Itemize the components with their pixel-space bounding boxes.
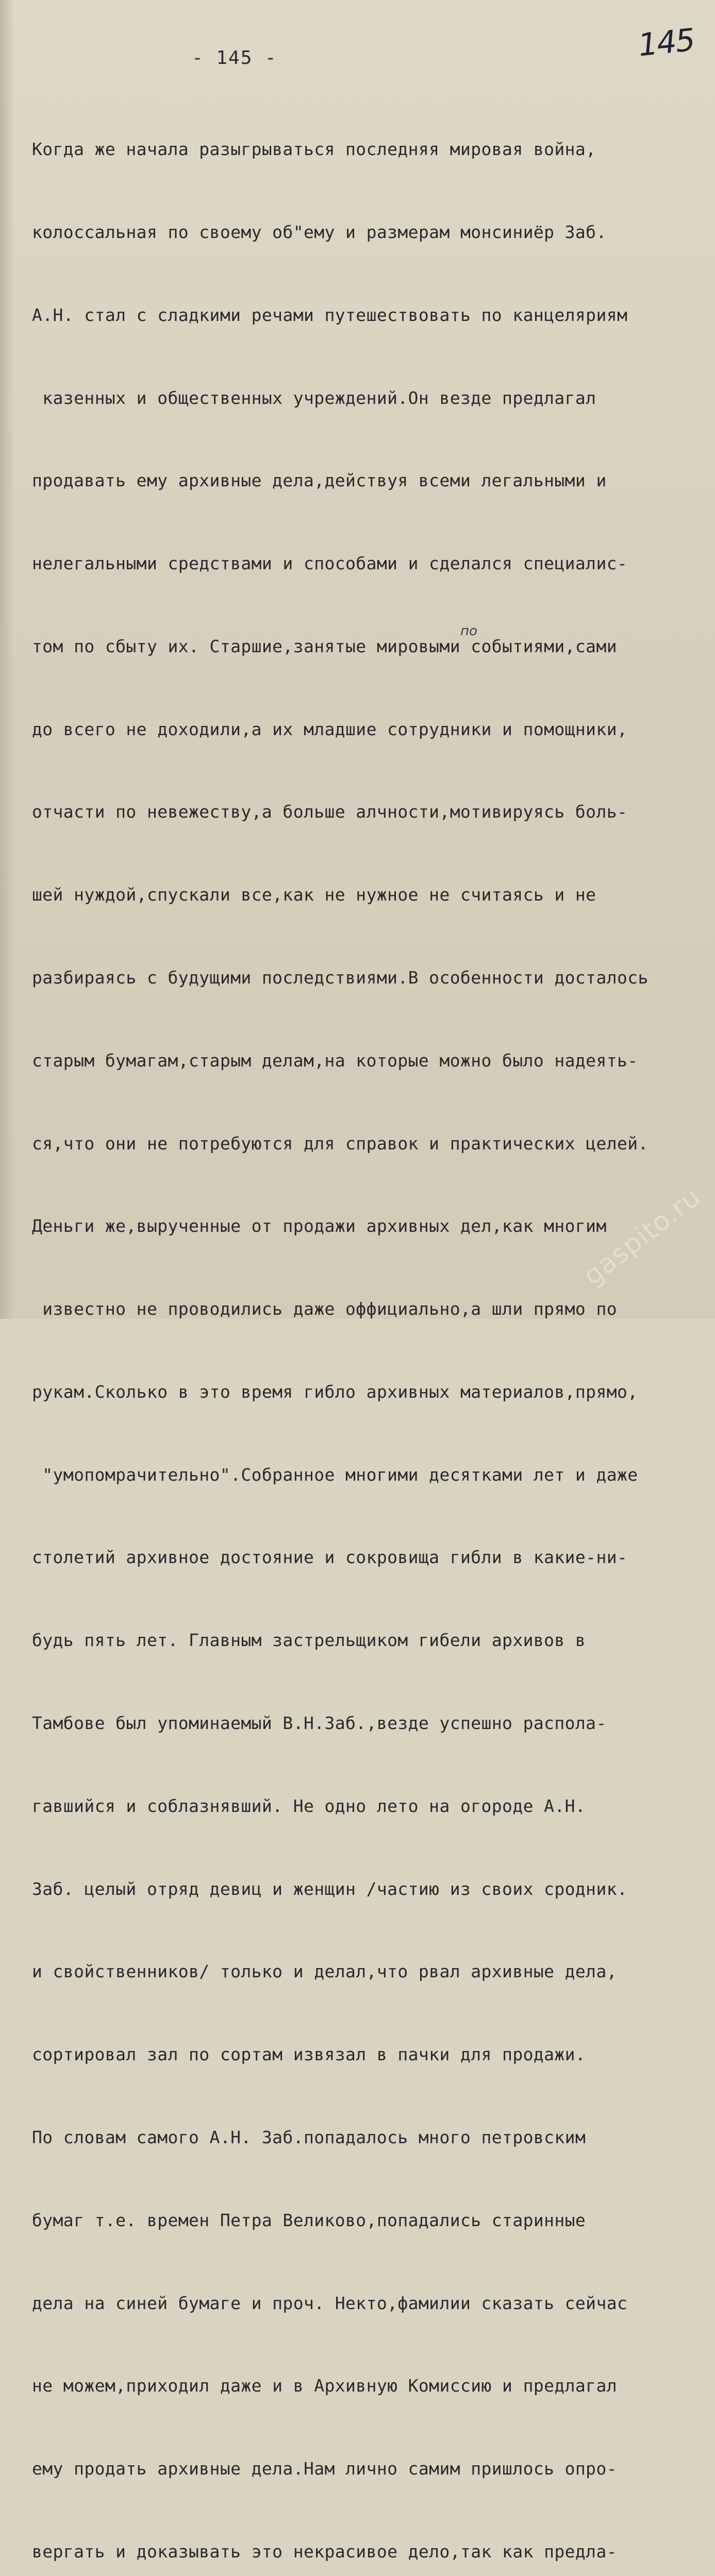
text-line: колоссальная по своему об"ему и размерам монсиниёр Заб. — [32, 222, 607, 242]
text-line: отчасти по невежеству,а больше алчности,мотивируясь боль- — [32, 802, 628, 822]
text-line: известно не проводились даже оффициально,а шли прямо по — [32, 1299, 617, 1319]
text-line: разбираясь с будущими последствиями.В особенности досталось — [32, 968, 649, 988]
text-line: ся,что они не потребуются для справок и практических целей. — [32, 1133, 649, 1154]
text-line: до всего не доходили,а их младшие сотрудники и помощники, — [32, 719, 628, 739]
page-edge-shadow — [0, 0, 14, 1319]
text-line: А.Н. стал с сладкими речами путешествовать по канцеляриям — [32, 304, 628, 325]
text-line: дела на синей бумаге и проч. Некто,фамилии сказать сейчас — [32, 2293, 628, 2313]
text-line: Заб. целый отряд девиц и женщин /частию из своих сродник. — [32, 1878, 628, 1899]
text-line: сортировал зал по сортам извязал в пачки для продажи. — [32, 2044, 586, 2065]
text-line: не можем,приходил даже и в Архивную Комиссию и предлагал — [32, 2376, 617, 2396]
text-line: бумаг т.е. времен Петра Великово,попадались старинные — [32, 2210, 586, 2230]
text-line: нелегальными средствами и способами и сделался специалис- — [32, 553, 628, 574]
typewritten-text — [32, 80, 702, 2576]
text-line: старым бумагам,старым делам,на которые можно было надеять- — [32, 1050, 638, 1071]
text-line: ему продать архивные дела.Нам лично самим пришлось опро- — [32, 2459, 617, 2479]
text-line: гавшийся и соблазнявший. Не одно лето на огороде А.Н. — [32, 1795, 586, 1816]
page-number: - 145 - — [192, 47, 277, 69]
text-line: Деньги же,вырученные от продажи архивных дел,как многим — [32, 1216, 607, 1236]
text-line: Когда же начала разыгрываться последняя мировая война, — [32, 139, 596, 160]
watermark: gaspito.ru — [577, 1181, 707, 1292]
text-line: столетий архивное достояние и сокровища гибли в какие-ни- — [32, 1547, 628, 1568]
text-line: рукам.Сколько в это время гибло архивных материалов,прямо, — [32, 1381, 638, 1402]
text-line: том по сбыту их. Старшие,занятые мировыми событиями,сами — [32, 636, 617, 656]
text-line: казенных и общественных учреждений.Он везде предлагал — [32, 387, 596, 408]
folio-number: 145 — [636, 22, 696, 64]
text-line: Тамбове был упоминаемый В.Н.Заб.,везде успешно распола- — [32, 1713, 607, 1734]
text-line: будь пять лет. Главным застрельщиком гибели архивов в — [32, 1630, 586, 1651]
handwritten-annotation: по — [460, 623, 477, 639]
text-line: продавать ему архивные дела,действуя всеми легальными и — [32, 470, 607, 491]
text-line: "умопомрачительно".Собранное многими десятками лет и даже — [32, 1464, 638, 1485]
text-line: и свойственников/ только и делал,что рвал архивные дела, — [32, 1961, 617, 1982]
text-line: По словам самого А.Н. Заб.попадалось много петровским — [32, 2127, 586, 2147]
text-line: шей нуждой,спускали все,как не нужное не считаясь и не — [32, 885, 596, 905]
text-line: вергать и доказывать это некрасивое дело,так как предла- — [32, 2541, 617, 2562]
